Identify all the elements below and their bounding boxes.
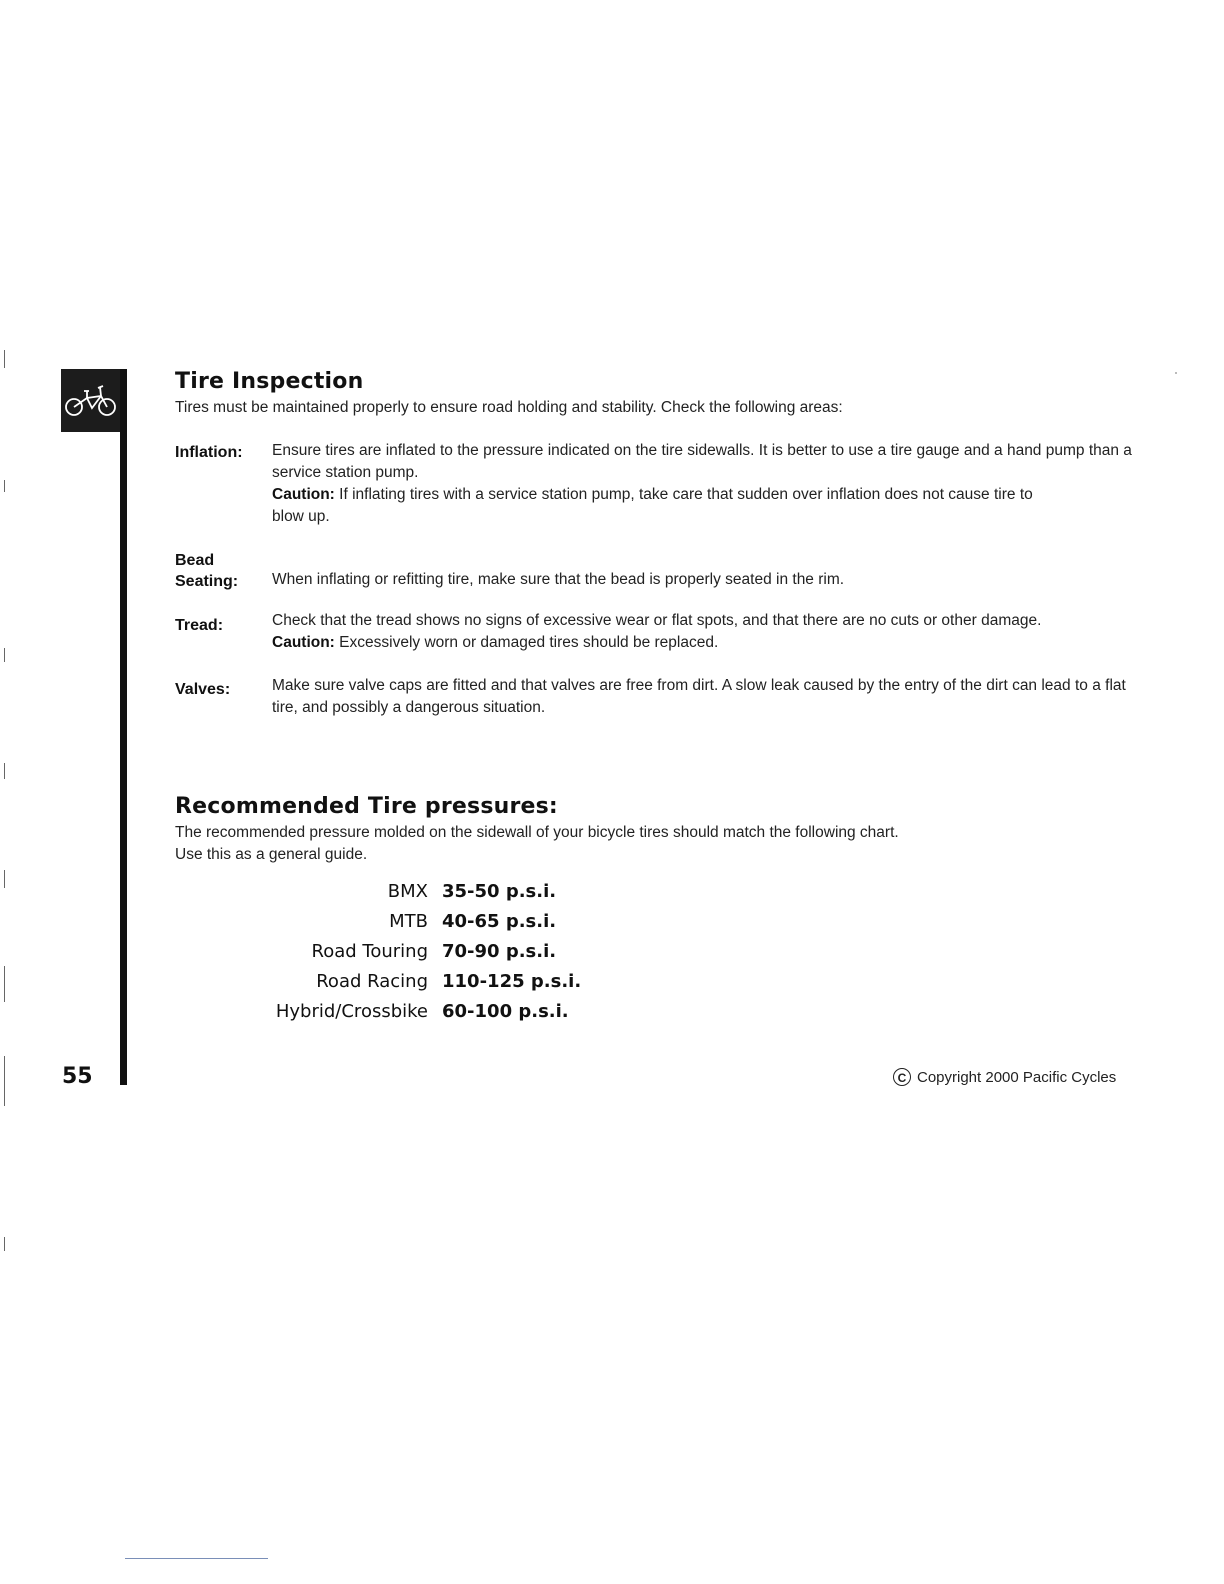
edge-mark: [4, 480, 5, 492]
tread-description: Check that the tread shows no signs of excessive wear or flat spots, and that there are no cuts or other damage.: [272, 612, 1042, 629]
pressure-value: 70-90 p.s.i.: [442, 940, 557, 962]
copyright-icon: C: [893, 1068, 911, 1086]
tread-label: Tread:: [175, 617, 224, 634]
bottom-rule: [125, 1558, 268, 1559]
pressure-value: 35-50 p.s.i.: [442, 880, 557, 902]
sidebar-bar: [120, 369, 127, 1085]
tread-text: [272, 610, 1152, 654]
pressure-row: [250, 996, 581, 1026]
pressure-value: 60-100 p.s.i.: [442, 1000, 569, 1022]
caution-text: Excessively worn or damaged tires should be replaced.: [339, 634, 719, 651]
edge-mark: [4, 763, 5, 779]
inflation-caution: [272, 484, 1062, 528]
tire-inspection-heading: Tire Inspection: [175, 369, 364, 394]
bead-label-line1: Bead: [175, 552, 215, 569]
recommended-heading: Recommended Tire pressures:: [175, 794, 558, 819]
edge-mark: [4, 966, 5, 1002]
recommended-intro: [175, 822, 1075, 866]
edge-mark: [4, 1056, 5, 1106]
edge-mark: [4, 1237, 5, 1251]
caution-label: Caution:: [272, 486, 335, 503]
pressure-row: [250, 966, 581, 996]
inflation-text: [272, 440, 1132, 528]
pressure-category: Hybrid/Crossbike: [275, 1000, 428, 1022]
bead-seating-text: When inflating or refitting tire, make sure that the bead is properly seated in the rim.: [272, 571, 845, 588]
pressure-row: [250, 876, 581, 906]
valves-label: Valves:: [175, 681, 231, 698]
caution-label: Caution:: [272, 634, 335, 651]
edge-mark: [4, 350, 5, 368]
edge-mark: [4, 648, 5, 662]
inflation-description: Ensure tires are inflated to the pressure indicated on the tire sidewalls. It is better to use a tire gauge and a hand pump than a service station pump.: [272, 442, 1132, 481]
bicycle-icon: [61, 369, 122, 432]
section-tab: [61, 369, 122, 432]
pressure-value: 110-125 p.s.i.: [442, 970, 582, 992]
page-number: 55: [62, 1064, 93, 1089]
pressure-row: [250, 936, 581, 966]
copyright-text: Copyright 2000 Pacific Cycles: [917, 1068, 1117, 1086]
caution-text: If inflating tires with a service station pump, take care that sudden over inflation does not cause tire to blow up.: [272, 486, 1033, 525]
tire-inspection-intro: Tires must be maintained properly to ensure road holding and stability. Check the following areas:: [175, 399, 843, 416]
recommended-intro-line1: The recommended pressure molded on the sidewall of your bicycle tires should match the following chart.: [175, 824, 899, 841]
recommended-intro-line2: Use this as a general guide.: [175, 846, 368, 863]
pressure-value: 40-65 p.s.i.: [442, 910, 557, 932]
pressure-category: Road Racing: [316, 970, 428, 992]
pressure-table: [250, 876, 581, 1026]
pressure-category: MTB: [389, 910, 428, 932]
scan-dot: [1175, 372, 1177, 374]
pressure-category: Road Touring: [311, 940, 428, 962]
valves-text: Make sure valve caps are fitted and that valves are free from dirt. A slow leak caused by the entry of the dirt can lead to a flat tire, and possibly a dangerous situation.: [272, 677, 1126, 716]
bead-seating-label: [175, 550, 238, 592]
pressure-category: BMX: [387, 880, 428, 902]
copyright: [893, 1068, 1116, 1086]
bead-label-line2: Seating:: [175, 573, 239, 590]
inflation-label: Inflation:: [175, 444, 243, 461]
edge-mark: [4, 870, 5, 888]
pressure-row: [250, 906, 581, 936]
tread-caution: [272, 632, 1152, 654]
